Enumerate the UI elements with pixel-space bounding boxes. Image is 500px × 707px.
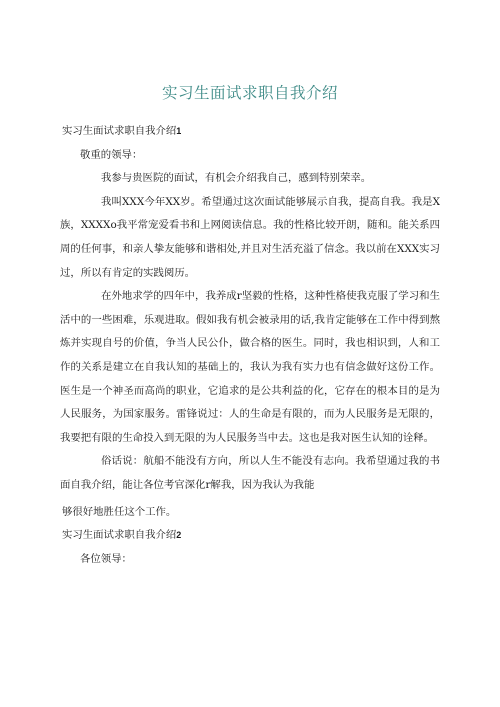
- paragraph: 我叫XXX今年XX岁。希望通过这次面试能够展示自我，提高自我。我是X族，XXXXo我平常宠爱看书和上网阅读信息。我的性格比较开朗，随和。能关系四周的任何事，和亲人挚友能够和谐相处,并且对生活充溢了信念。我以前在XXX实习过，所以有肯定的实践阅历。: [60, 195, 440, 279]
- salutation: 各位领导：: [80, 552, 132, 565]
- section-heading-2: [60, 524, 440, 548]
- paragraph: 我参与贵医院的面试，有机会介绍我自己，感到特别荣幸。: [101, 172, 372, 185]
- section-heading-number: 2: [176, 530, 182, 541]
- paragraph: 俗话说：航船不能没有方向，所以人生不能没有志向。我希望通过我的书面自我介绍，能让各位考官深化r解我，因为我认为我能: [60, 455, 440, 491]
- section-heading-text: 实习生面试求职自我介绍: [62, 125, 177, 137]
- document-body: [60, 120, 440, 571]
- document-title: 实习生面试求职自我介绍: [161, 84, 338, 102]
- section-heading-1: [60, 120, 440, 144]
- closing-line: 够很好地胜任这个工作。: [62, 505, 177, 518]
- section-heading-text: 实习生面试求职自我介绍: [62, 529, 177, 542]
- section-heading-number: 1: [176, 126, 182, 136]
- paragraph: 在外地求学的四年中，我养成r坚毅的性格，这种性格使我克服了学习和生活中的一些困难，乐观进取。假如我有机会被录用的话,我肯定能够在工作中得到熬炼并实现自号的价值，争当人民公仆，做合格的医生。同时，我也相识到，人和工作的关系是建立在自我认知的基础上的，我认为我有实力也有信念做好这份工作。医生是一个神圣而高尚的职业，它追求的是公共利益的化，它存在的根本目的是为人民服务，为国家服务。雷锋说过：人的生命是有限的，而为人民服务是无限的，我要把有限的生命投入到无限的为人民服务当中去。这也是我对医生认知的诠释。: [60, 290, 440, 444]
- salutation: 敬重的领导：: [80, 148, 143, 161]
